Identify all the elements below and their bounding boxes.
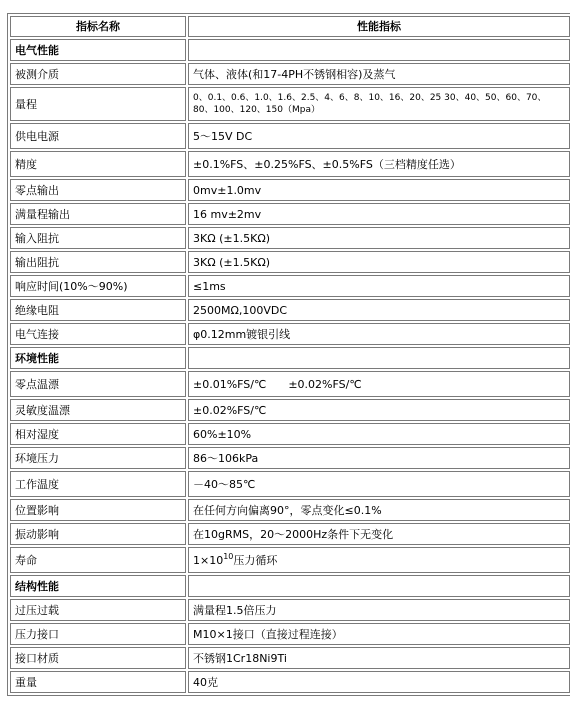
row-name: 零点温漂 (10, 371, 186, 397)
row-value: 40克 (188, 671, 570, 693)
row-name: 输入阻抗 (10, 227, 186, 249)
row-name: 量程 (10, 87, 186, 121)
table-row (10, 499, 570, 521)
spec-table (7, 13, 570, 696)
row-value: 在10gRMS，20～2000Hz条件下无变化 (188, 523, 570, 545)
table-row (10, 623, 570, 645)
zero-drift-value-a: ±0.01%FS/℃ (193, 377, 267, 391)
table-row (10, 399, 570, 421)
row-name: 绝缘电阻 (10, 299, 186, 321)
table-row (10, 447, 570, 469)
row-name: 灵敏度温漂 (10, 399, 186, 421)
row-name: 重量 (10, 671, 186, 693)
row-value: 86～106kPa (188, 447, 570, 469)
table-row (10, 203, 570, 225)
section-row-environment (10, 347, 570, 369)
row-value: 3KΩ (±1.5KΩ) (188, 227, 570, 249)
row-name: 供电电源 (10, 123, 186, 149)
row-value: 60%±10% (188, 423, 570, 445)
row-value: 满量程1.5倍压力 (188, 599, 570, 621)
row-value: ≤1ms (188, 275, 570, 297)
row-name: 接口材质 (10, 647, 186, 669)
row-name: 满量程输出 (10, 203, 186, 225)
row-name: 过压过载 (10, 599, 186, 621)
section-row-structure (10, 575, 570, 597)
table-row (10, 151, 570, 177)
table-row (10, 251, 570, 273)
section-title: 环境性能 (10, 347, 186, 369)
life-value-suffix: 压力循环 (233, 553, 278, 567)
life-value-base: 1×10 (193, 553, 224, 567)
table-row (10, 123, 570, 149)
table-row (10, 471, 570, 497)
section-title: 结构性能 (10, 575, 186, 597)
table-row (10, 299, 570, 321)
row-value: 在任何方向偏离90°，零点变化≤0.1% (188, 499, 570, 521)
row-name: 输出阻抗 (10, 251, 186, 273)
table-row (10, 87, 570, 121)
row-name: 振动影响 (10, 523, 186, 545)
table-row (10, 275, 570, 297)
table-row (10, 323, 570, 345)
row-value: －40～85℃ (188, 471, 570, 497)
header-name-cell: 指标名称 (10, 16, 186, 37)
table-row (10, 371, 570, 397)
table-row (10, 547, 570, 573)
row-value: 2500MΩ,100VDC (188, 299, 570, 321)
row-name: 响应时间(10%～90%) (10, 275, 186, 297)
row-name: 工作温度 (10, 471, 186, 497)
row-value (188, 547, 570, 573)
table-row (10, 599, 570, 621)
zero-drift-value-b: ±0.02%FS/℃ (288, 377, 362, 391)
life-value-exponent: 10 (223, 551, 234, 561)
table-row (10, 647, 570, 669)
table-row (10, 523, 570, 545)
table-row (10, 671, 570, 693)
row-name: 压力接口 (10, 623, 186, 645)
row-value: M10×1接口（直接过程连接） (188, 623, 570, 645)
row-value: ±0.1%FS、±0.25%FS、±0.5%FS（三档精度任选） (188, 151, 570, 177)
table-row (10, 423, 570, 445)
table-row (10, 227, 570, 249)
table-row (10, 63, 570, 85)
row-name: 精度 (10, 151, 186, 177)
section-title: 电气性能 (10, 39, 186, 61)
section-empty-cell (188, 347, 570, 369)
section-row-electrical (10, 39, 570, 61)
section-empty-cell (188, 39, 570, 61)
row-name: 环境压力 (10, 447, 186, 469)
row-name: 零点输出 (10, 179, 186, 201)
row-value: 0mv±1.0mv (188, 179, 570, 201)
table-header-row (10, 16, 570, 37)
row-value: 3KΩ (±1.5KΩ) (188, 251, 570, 273)
row-value: ±0.02%FS/℃ (188, 399, 570, 421)
row-name: 被测介质 (10, 63, 186, 85)
row-value (188, 371, 570, 397)
row-value: 16 mv±2mv (188, 203, 570, 225)
row-value: 不锈钢1Cr18Ni9Ti (188, 647, 570, 669)
spec-table-container (7, 13, 570, 696)
row-name: 寿命 (10, 547, 186, 573)
header-value-cell: 性能指标 (188, 16, 570, 37)
row-name: 电气连接 (10, 323, 186, 345)
table-row (10, 179, 570, 201)
row-value: 0、0.1、0.6、1.0、1.6、2.5、4、6、8、10、16、20、25 30、40、50、60、70、80、100、120、150（Mpa） (188, 87, 570, 121)
row-value: φ0.12mm镀银引线 (188, 323, 570, 345)
row-value: 气体、液体(和17-4PH不锈钢相容)及蒸气 (188, 63, 570, 85)
row-name: 相对湿度 (10, 423, 186, 445)
row-name: 位置影响 (10, 499, 186, 521)
section-empty-cell (188, 575, 570, 597)
row-value: 5～15V DC (188, 123, 570, 149)
